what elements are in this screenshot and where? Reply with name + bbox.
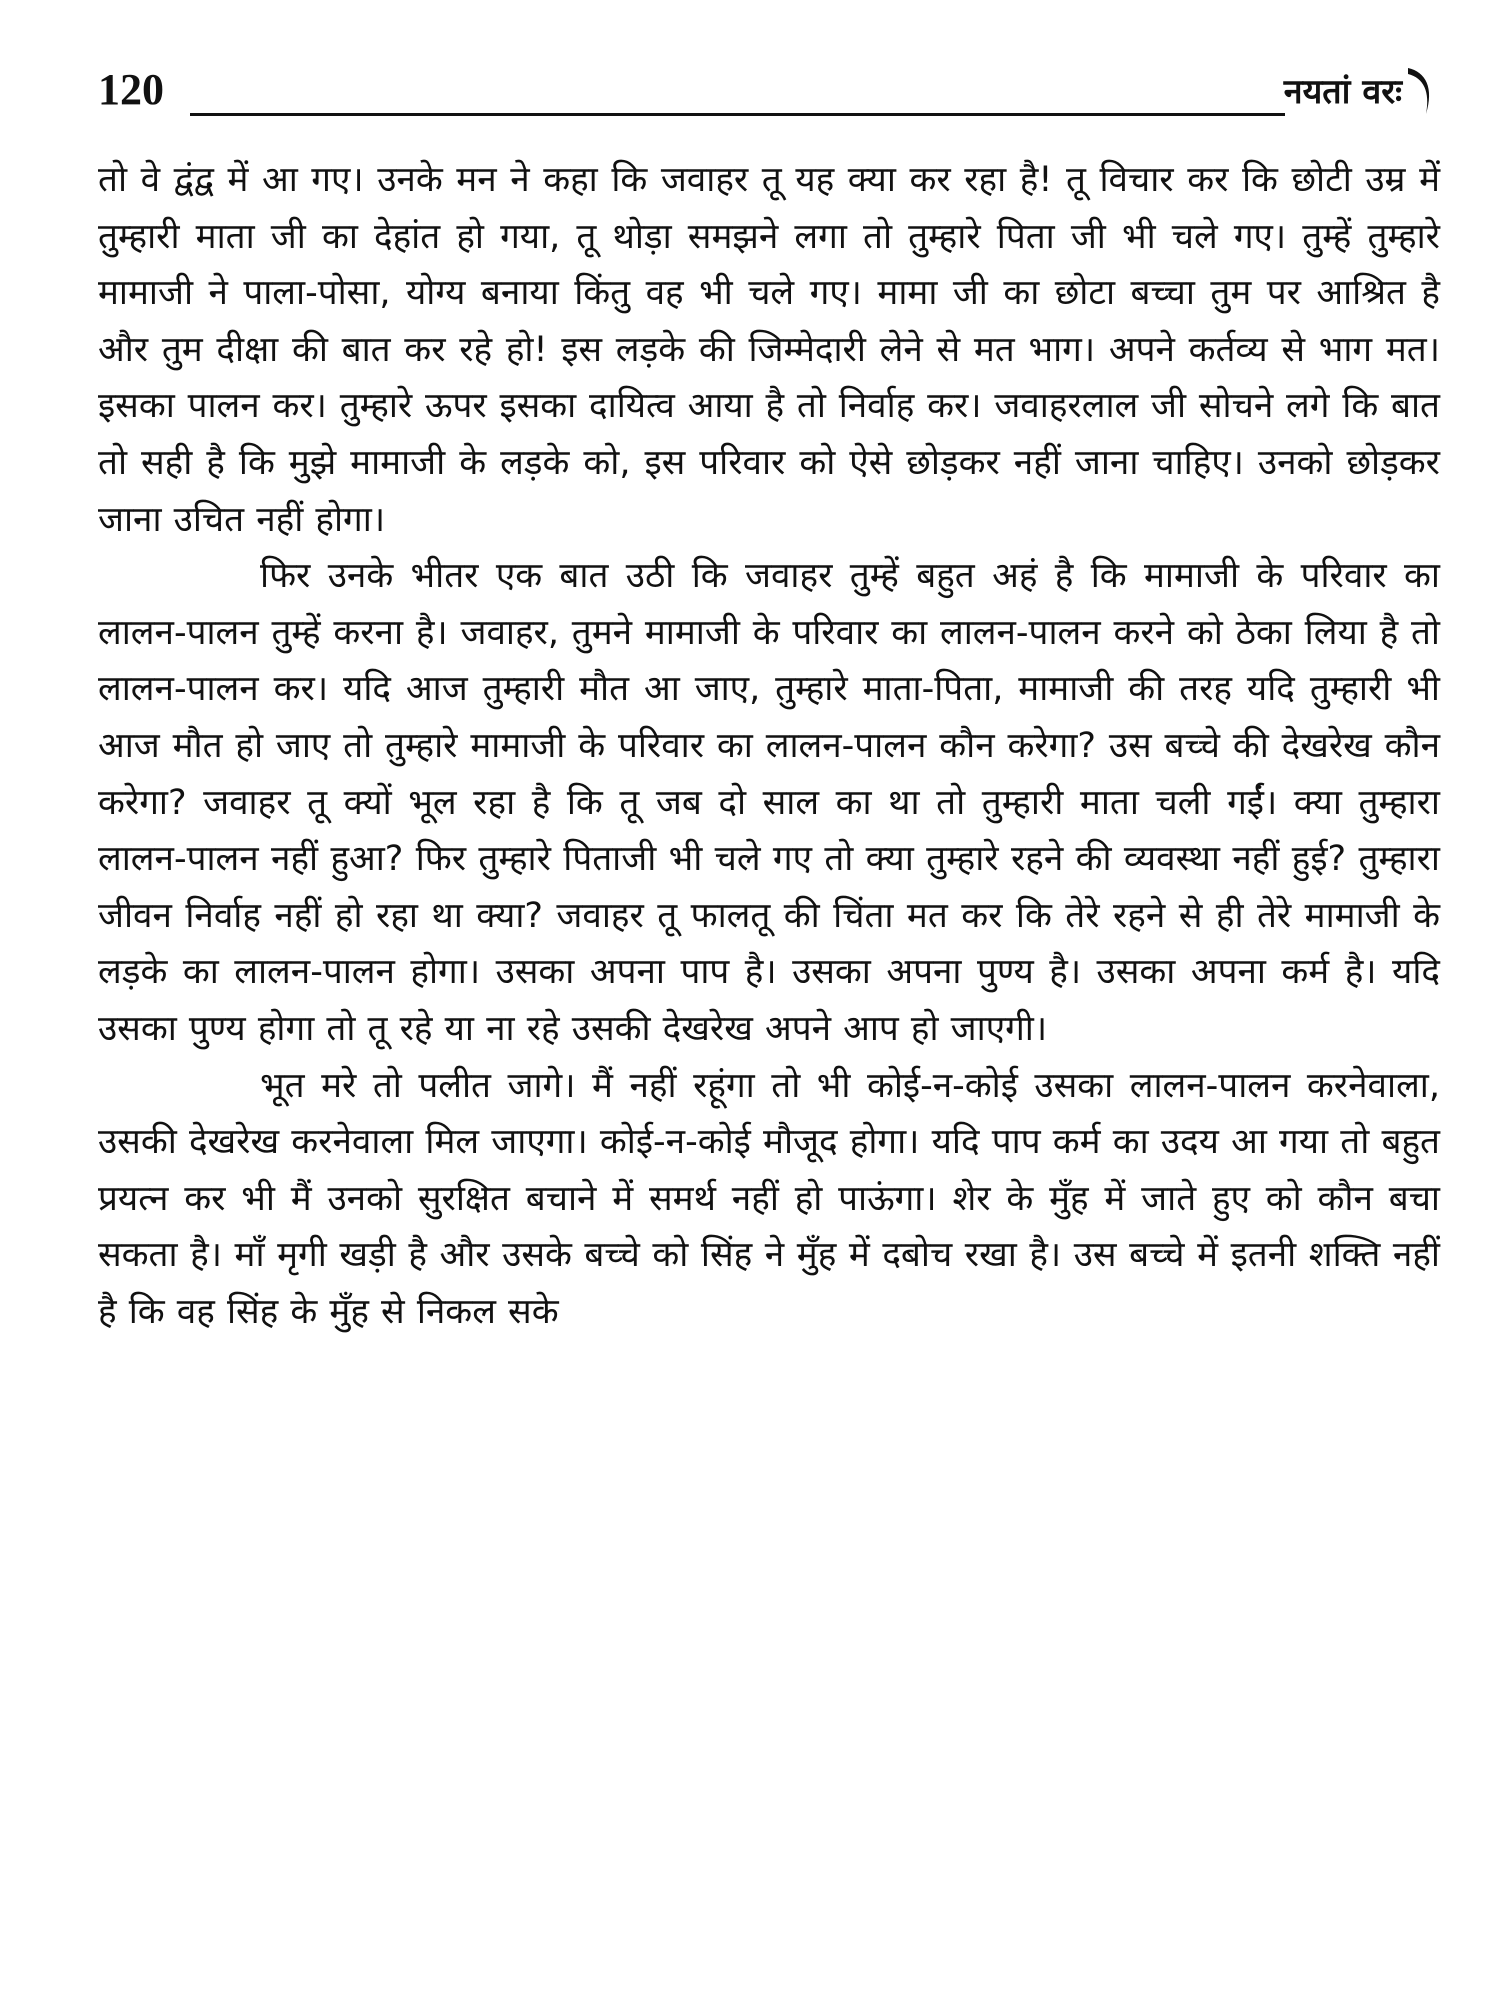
header-ornament-icon: [1404, 62, 1438, 120]
paragraph-1: तो वे द्वंद्व में आ गए। उनके मन ने कहा कि जवाहर तू यह क्या कर रहा है! तू विचार कर कि छोटी उम्र में तुम्हारी माता जी का देहांत हो गया, तू थोड़ा समझने लगा तो तुम्हारे पिता जी भी चले गए। तुम्हें तुम्हारे मामाजी ने पाला-पोसा, योग्य बनाया किंतु वह भी चले गए। मामा जी का छोटा बच्चा तुम पर आश्रित है और तुम दीक्षा की बात कर रहे हो! इस लड़के की जिम्मेदारी लेने से मत भाग। अपने कर्तव्य से भाग मत। इसका पालन कर। तुम्हारे ऊपर इसका दायित्व आया है तो निर्वाह कर। जवाहरलाल जी सोचने लगे कि बात तो सही है कि मुझे मामाजी के लड़के को, इस परिवार को ऐसे छोड़कर नहीं जाना चाहिए। उनको छोड़कर जाना उचित नहीं होगा।: [98, 160, 1440, 540]
paragraph-3: भूत मरे तो पलीत जागे। मैं नहीं रहूंगा तो भी कोई-न-कोई उसका लालन-पालन करनेवाला, उसकी देखरेख करनेवाला मिल जाएगा। कोई-न-कोई मौजूद होगा। यदि पाप कर्म का उदय आ गया तो बहुत प्रयत्न कर भी मैं उनको सुरक्षित बचाने में समर्थ नहीं हो पाऊंगा। शेर के मुँह में जाते हुए को कौन बचा सकता है। माँ मृगी खड़ी है और उसके बच्चे को सिंह ने मुँह में दबोच रखा है। उस बच्चे में इतनी शक्ति नहीं है कि वह सिंह के मुँह से निकल सके: [98, 1065, 1440, 1332]
header-rule: [190, 113, 1285, 116]
page-number: 120: [98, 65, 164, 114]
page-body: [98, 152, 1440, 1340]
running-title: नयतां वरः: [1283, 72, 1402, 112]
page-header: [98, 62, 1438, 122]
paragraph-2: फिर उनके भीतर एक बात उठी कि जवाहर तुम्हें बहुत अहं है कि मामाजी के परिवार का लालन-पालन तुम्हें करना है। जवाहर, तुमने मामाजी के परिवार का लालन-पालन करने को ठेका लिया है तो लालन-पालन कर। यदि आज तुम्हारी मौत आ जाए, तुम्हारे माता-पिता, मामाजी की तरह यदि तुम्हारी भी आज मौत हो जाए तो तुम्हारे मामाजी के परिवार का लालन-पालन कौन करेगा? उस बच्चे की देखरेख कौन करेगा? जवाहर तू क्यों भूल रहा है कि तू जब दो साल का था तो तुम्हारी माता चली गईं। क्या तुम्हारा लालन-पालन नहीं हुआ? फिर तुम्हारे पिताजी भी चले गए तो क्या तुम्हारे रहने की व्यवस्था नहीं हुई? तुम्हारा जीवन निर्वाह नहीं हो रहा था क्या? जवाहर तू फालतू की चिंता मत कर कि तेरे रहने से ही तेरे मामाजी के लड़के का लालन-पालन होगा। उसका अपना पाप है। उसका अपना पुण्य है। उसका अपना कर्म है। यदि उसका पुण्य होगा तो तू रहे या ना रहे उसकी देखरेख अपने आप हो जाएगी।: [98, 556, 1440, 1049]
